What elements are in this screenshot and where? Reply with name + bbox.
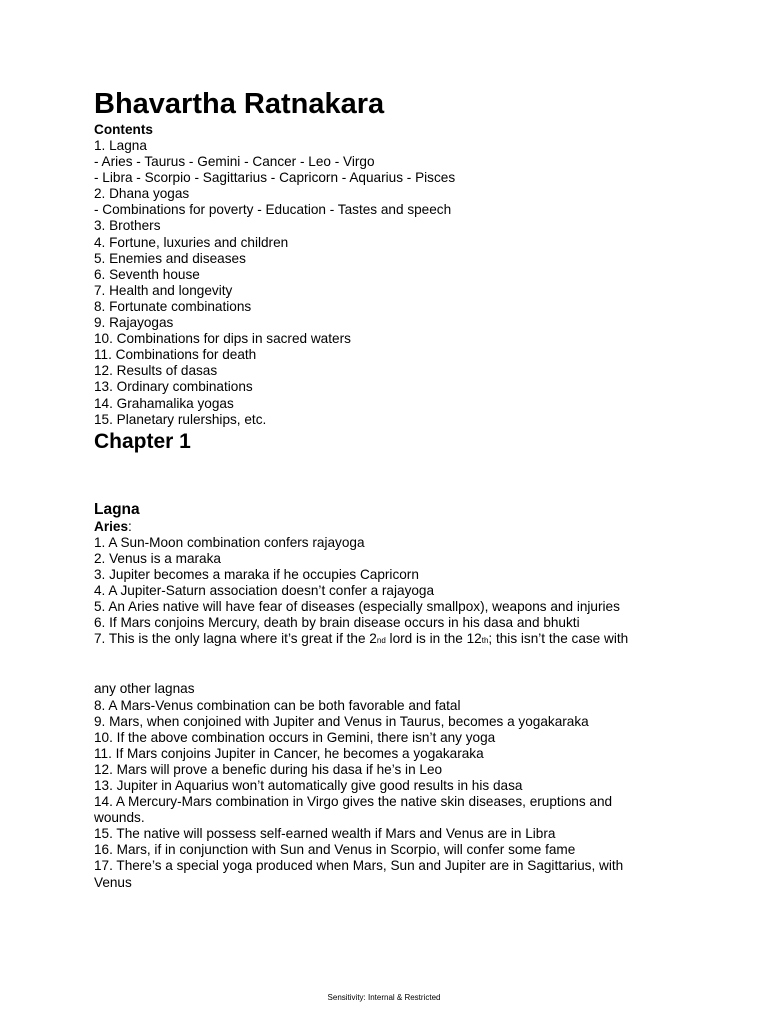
- contents-item: - Aries - Taurus - Gemini - Cancer - Leo - Virgo: [94, 154, 375, 170]
- document-body: [94, 86, 654, 891]
- list-item: 2. Venus is a maraka: [94, 550, 221, 566]
- sensitivity-footer: Sensitivity: Internal & Restricted: [327, 993, 441, 1002]
- list-item: 15. The native will possess self-earned wealth if Mars and Venus are in Libra: [94, 826, 556, 842]
- contents-item: 15. Planetary rulerships, etc.: [94, 411, 267, 427]
- point7-sup1: nd: [376, 636, 386, 646]
- point7-sup2: th: [481, 636, 489, 646]
- continuation-text: any other lagnas: [94, 681, 195, 697]
- aries-colon: :: [128, 518, 132, 534]
- document-title: Bhavartha Ratnakara: [94, 88, 385, 120]
- page-gap: [94, 649, 654, 681]
- point7-part1: 7. This is the only lagna where it’s great if the 2: [94, 631, 377, 647]
- contents-item: - Libra - Scorpio - Sagittarius - Capricorn - Aquarius - Pisces: [94, 170, 456, 186]
- aries-points: [94, 535, 654, 650]
- contents-item: 13. Ordinary combinations: [94, 379, 253, 395]
- list-item: 11. If Mars conjoins Jupiter in Cancer, he becomes a yogakaraka: [94, 745, 484, 761]
- aries-label: Aries: [94, 518, 129, 534]
- list-item: 16. Mars, if in conjunction with Sun and Venus in Scorpio, will confer some fame: [94, 842, 576, 858]
- contents-item: - Combinations for poverty - Education - Tastes and speech: [94, 202, 452, 218]
- list-item: 12. Mars will prove a benefic during his dasa if he’s in Leo: [94, 761, 443, 777]
- contents-list: [94, 138, 654, 428]
- contents-item: 7. Health and longevity: [94, 282, 233, 298]
- contents-item: 6. Seventh house: [94, 266, 200, 282]
- contents-item: 12. Results of dasas: [94, 363, 218, 379]
- list-item-point-7: [94, 631, 654, 649]
- list-item: 17. There’s a special yoga produced when Mars, Sun and Jupiter are in Sagittarius, with Venus: [94, 858, 624, 890]
- aries-heading: [94, 519, 654, 535]
- chapter-title: Chapter 1: [94, 429, 191, 453]
- contents-heading: Contents: [94, 122, 153, 137]
- contents-item: 5. Enemies and diseases: [94, 250, 246, 266]
- contents-item: 9. Rajayogas: [94, 315, 174, 331]
- list-item: 10. If the above combination occurs in Gemini, there isn’t any yoga: [94, 729, 496, 745]
- list-item: 8. A Mars-Venus combination can be both favorable and fatal: [94, 697, 461, 713]
- list-item: 3. Jupiter becomes a maraka if he occupies Capricorn: [94, 566, 419, 582]
- list-item: 5. An Aries native will have fear of diseases (especially smallpox), weapons and injuries: [94, 599, 620, 615]
- contents-item: 8. Fortunate combinations: [94, 298, 252, 314]
- contents-item: 14. Grahamalika yogas: [94, 395, 234, 411]
- list-item: 9. Mars, when conjoined with Jupiter and Venus in Taurus, becomes a yogakaraka: [94, 713, 589, 729]
- contents-item: 2. Dhana yogas: [94, 186, 190, 202]
- list-item: 13. Jupiter in Aquarius won’t automatically give good results in his dasa: [94, 778, 523, 793]
- list-item: 14. A Mercury-Mars combination in Virgo gives the native skin diseases, eruptions and wounds.: [94, 794, 613, 826]
- aries-points-continued: [94, 681, 654, 890]
- section-title: Lagna: [94, 500, 140, 518]
- point7-part3: ; this isn’t the case with: [488, 631, 629, 647]
- contents-item: 1. Lagna: [94, 138, 147, 153]
- contents-item: 3. Brothers: [94, 218, 161, 234]
- list-item: 4. A Jupiter-Saturn association doesn’t confer a rajayoga: [94, 583, 435, 599]
- list-item: 1. A Sun-Moon combination confers rajayoga: [94, 534, 365, 550]
- point7-part2: lord is in the 12: [385, 631, 482, 647]
- list-item: 6. If Mars conjoins Mercury, death by brain disease occurs in his dasa and bhukti: [94, 615, 580, 631]
- contents-item: 11. Combinations for death: [94, 347, 257, 363]
- contents-item: 4. Fortune, luxuries and children: [94, 234, 289, 250]
- contents-item: 10. Combinations for dips in sacred waters: [94, 331, 351, 347]
